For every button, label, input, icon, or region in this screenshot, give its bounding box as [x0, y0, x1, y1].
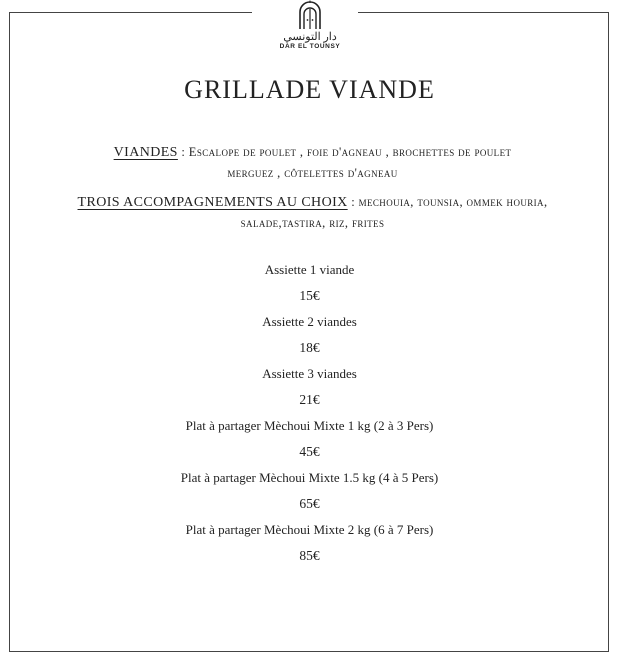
accompagnements-text-line1: : mechouia, tounsia, ommek houria, — [351, 195, 548, 209]
restaurant-logo — [262, 0, 358, 62]
logo-latin-name: DAR EL TOUNSY — [279, 43, 341, 50]
accompagnements-description — [20, 192, 605, 233]
menu-item-price: 18€ — [299, 340, 320, 355]
viandes-text-line1: : Escalope de poulet , foie d'agneau , brochettes de poulet — [181, 145, 512, 159]
menu-item-name: Plat à partager Mèchoui Mixte 1 kg (2 à 3 Pers) — [185, 418, 434, 433]
menu-item-name: Assiette 1 viande — [264, 262, 355, 277]
accompagnements-text-line2: salade,tastira, riz, frites — [240, 216, 385, 230]
menu-item-name: Assiette 3 viandes — [262, 366, 357, 381]
viandes-label: VIANDES — [113, 145, 178, 160]
menu-item-name: Plat à partager Mèchoui Mixte 2 kg (6 à 7 Pers) — [185, 522, 434, 537]
menu-item-price: 85€ — [299, 548, 320, 563]
viandes-description — [20, 142, 605, 183]
page-title: GRILLADE VIANDE — [184, 75, 435, 104]
menu-item-name: Assiette 2 viandes — [262, 314, 357, 329]
viandes-text-line2: merguez , côtelettes d'agneau — [227, 166, 398, 180]
menu-item-name: Plat à partager Mèchoui Mixte 1.5 kg (4 à 5 Pers) — [180, 470, 439, 485]
menu-item-price: 21€ — [299, 392, 320, 407]
logo-arabic-name: دار التونسي — [283, 31, 337, 43]
menu-item-price: 45€ — [299, 444, 320, 459]
accompagnements-label: TROIS ACCOMPAGNEMENTS AU CHOIX — [77, 195, 348, 210]
menu-item-price: 15€ — [299, 288, 320, 303]
menu-items — [0, 259, 619, 571]
menu-item-price: 65€ — [299, 496, 320, 511]
arch-door-icon — [298, 0, 322, 30]
